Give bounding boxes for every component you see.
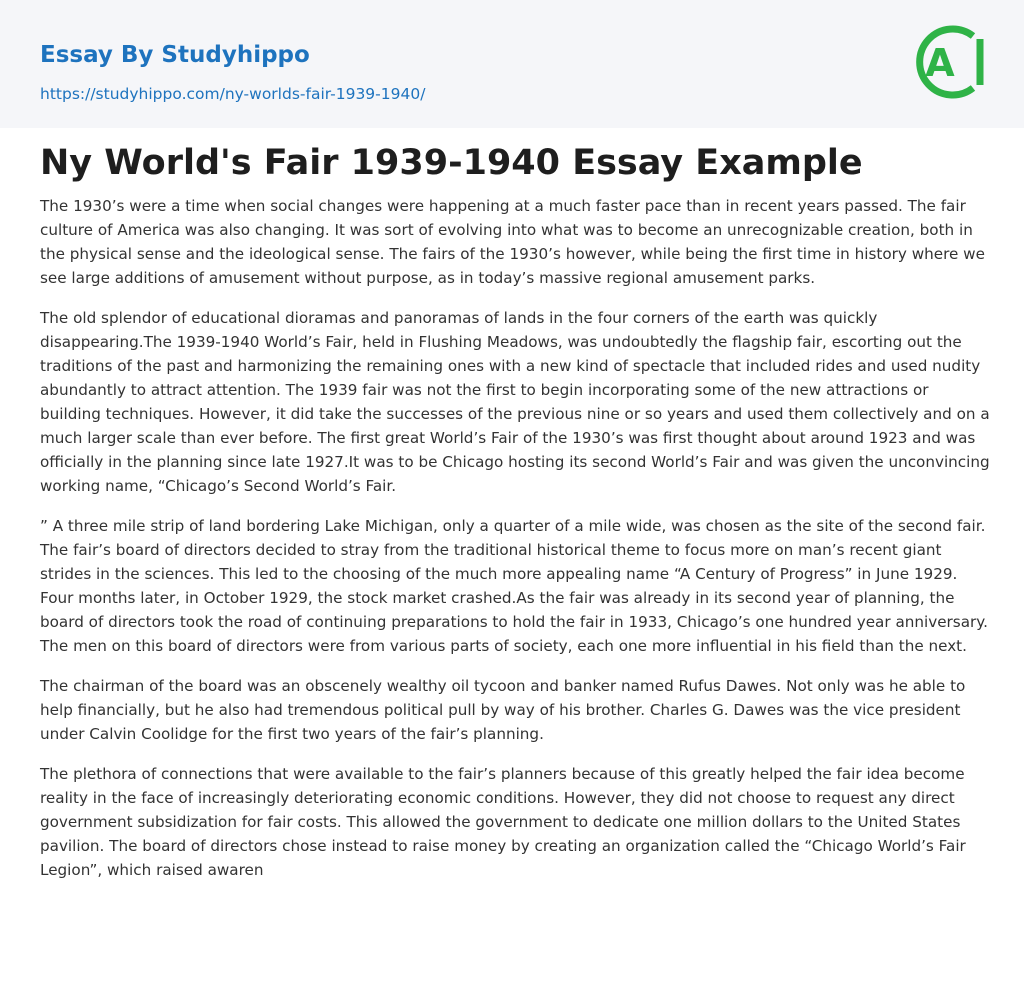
page-title: Ny World's Fair 1939-1940 Essay Example — [40, 143, 863, 183]
paragraph: ” A three mile strip of land bordering Lake Michigan, only a quarter of a mile wide, was chosen as the site of the second fair. The fair’s board of directors decided to stray from the traditional historical theme to focus more on man’s recent giant strides in the sciences. This led to the choosing of the much more appealing name “A Century of Progress” in June 1929. Four months later, in October 1929, the stock market crashed.As the fair was already in its second year of planning, the board of directors took the road of continuing preparations to hold the fair in 1933, Chicago’s one hundred year anniversary. The men on this board of directors were from various parts of society, each one more influential in his field than the next. — [40, 517, 988, 655]
paragraph: The old splendor of educational dioramas and panoramas of lands in the four corners of the earth was quickly disappearing.The 1939-1940 World’s Fair, held in Flushing Meadows, was undoubtedly the flagship fair, escorting out the traditions of the past and harmonizing the remaining ones with a new kind of spectacle that included rides and used nudity abundantly to attract attention. The 1939 fair was not the first to begin incorporating some of the new attractions or building techniques. However, it did take the successes of the previous nine or so years and used them collectively and on a much larger scale than ever before. The first great World’s Fair of the 1930’s was first thought about around 1923 and was officially in the planning since late 1927.It was to be Chicago hosting its second World’s Fair and was given the unconvincing working name, “Chicago’s Second World’s Fair. — [40, 309, 990, 495]
article-body — [40, 194, 990, 898]
studyhippo-logo-icon[interactable] — [913, 19, 987, 105]
logo-letter: A — [925, 41, 955, 85]
paragraph: The plethora of connections that were available to the fair’s planners because of this greatly helped the fair idea become reality in the face of increasingly deteriorating economic conditions. However, they did not choose to request any direct government subsidization for fair costs. This allowed the government to dedicate one million dollars to the United States pavilion. The board of directors chose instead to raise money by creating an organization called the “Chicago World’s Fair Legion”, which raised awaren — [40, 765, 966, 879]
site-brand[interactable]: Essay By Studyhippo — [40, 42, 310, 68]
article-url-link[interactable]: https://studyhippo.com/ny-worlds-fair-1939-1940/ — [40, 85, 426, 103]
paragraph: The 1930’s were a time when social changes were happening at a much faster pace than in recent years passed. The fair culture of America was also changing. It was sort of evolving into what was to become an unrecognizable creation, both in the physical sense and the ideological sense. The fairs of the 1930’s however, while being the first time in history where we see large additions of amusement without purpose, as in today’s massive regional amusement parks. — [40, 197, 985, 287]
paragraph: The chairman of the board was an obscenely wealthy oil tycoon and banker named Rufus Dawes. Not only was he able to help financially, but he also had tremendous political pull by way of his brother. Charles G. Dawes was the vice president under Calvin Coolidge for the first two years of the fair’s planning. — [40, 677, 966, 743]
site-header — [0, 0, 1024, 128]
